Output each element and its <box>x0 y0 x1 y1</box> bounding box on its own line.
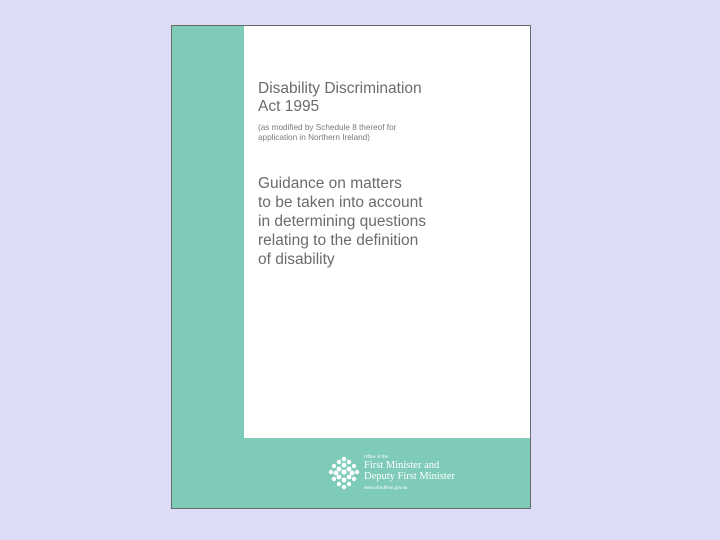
publisher-name <box>364 460 455 482</box>
publisher-name-line: First Minister and <box>364 460 440 471</box>
publisher-office-label: Office of the <box>364 454 389 459</box>
title-line: Act 1995 <box>258 98 320 115</box>
document-title <box>258 80 498 116</box>
heading-line: in determining questions <box>258 213 427 230</box>
heading-line: of disability <box>258 251 335 268</box>
document-subtitle <box>258 123 498 143</box>
document-cover <box>172 26 530 508</box>
subtitle-line: (as modified by Schedule 8 thereof for <box>258 123 397 132</box>
publisher-block <box>328 454 518 498</box>
subtitle-line: application in Northern Ireland) <box>258 133 370 142</box>
heading-line: to be taken into account <box>258 194 423 211</box>
title-line: Disability Discrimination <box>258 80 422 97</box>
heading-line: Guidance on matters <box>258 175 402 192</box>
ofmdfm-logo-icon <box>328 456 360 490</box>
heading-line: relating to the definition <box>258 232 419 249</box>
publisher-name-line: Deputy First Minister <box>364 471 455 482</box>
publisher-website: www.ofmdfmni.gov.uk <box>364 485 408 490</box>
document-heading <box>258 174 498 269</box>
